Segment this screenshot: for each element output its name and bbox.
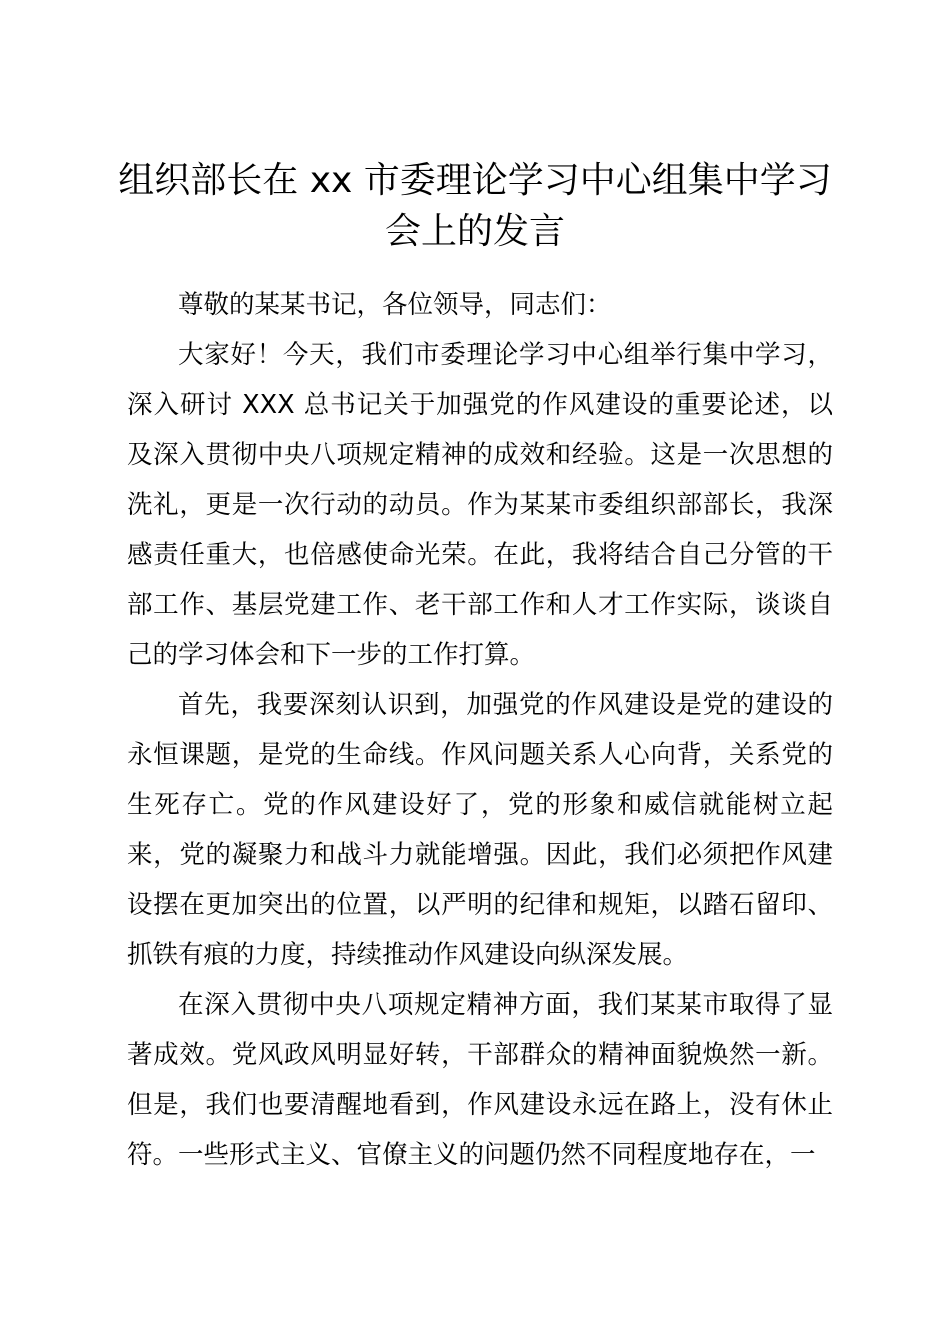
body-paragraph-second: 在深入贯彻中央八项规定精神方面，我们某某市取得了显著成效。党风政风明显好转，干部群众的精神面貌焕然一新。但是，我们也要清醒地看到，作风建设永远在路上，没有休止符。一些形式主义、官僚主义的问题仍然不同程度地存在，一: [127, 990, 833, 1170]
body-paragraph-first: 首先，我要深刻认识到，加强党的作风建设是党的建设的永恒课题，是党的生命线。作风问题关系人心向背，关系党的生死存亡。党的作风建设好了，党的形象和威信就能树立起来，党的凝聚力和战斗力就能增强。因此，我们必须把作风建设摆在更加突出的位置，以严明的纪律和规矩，以踏石留印、抓铁有痕的力度，持续推动作风建设向纵深发展。: [127, 690, 833, 970]
salutation-paragraph: 尊敬的某某书记，各位领导，同志们：: [178, 290, 612, 320]
body-paragraph-intro: 大家好！今天，我们市委理论学习中心组举行集中学习，深入研讨 XXX 总书记关于加强党的作风建设的重要论述，以及深入贯彻中央八项规定精神的成效和经验。这是一次思想的洗礼，更是一次行动的动员。作为某某市委组织部部长，我深感责任重大，也倍感使命光荣。在此，我将结合自己分管的干部工作、基层党建工作、老干部工作和人才工作实际，谈谈自己的学习体会和下一步的工作打算。: [127, 340, 833, 670]
document-title-line-1: 组织部长在 xx 市委理论学习中心组集中学习: [118, 160, 832, 201]
document-title-line-2: 会上的发言: [384, 211, 565, 252]
document-body: [127, 280, 833, 1180]
